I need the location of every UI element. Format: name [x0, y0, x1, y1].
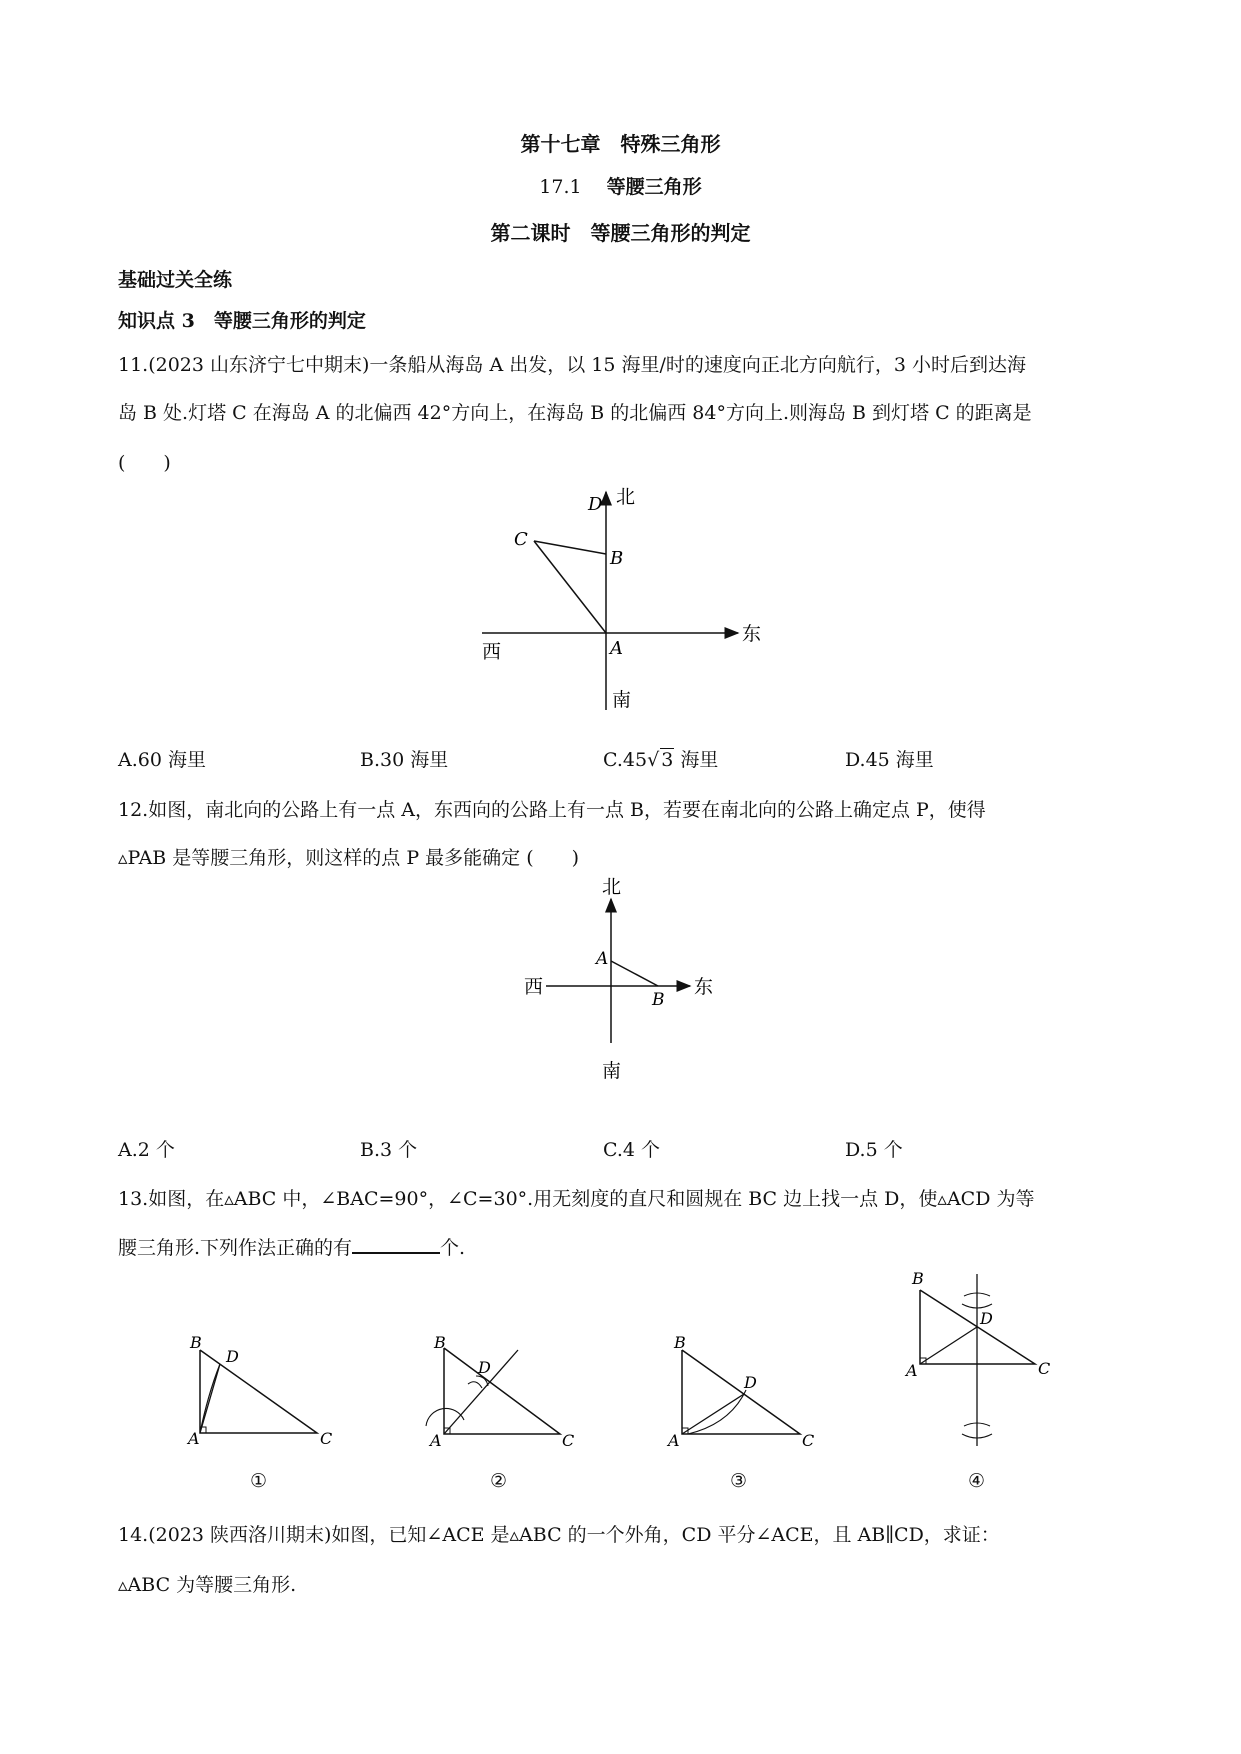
q13-fig1-point-a: A — [188, 1429, 200, 1448]
q12-option-b: B.3 个 — [360, 1139, 418, 1161]
practice-heading: 基础过关全练 — [118, 269, 233, 291]
q11-option-b: B.30 海里 — [360, 749, 449, 771]
q13-fig2-arc-3 — [476, 1376, 488, 1386]
q11-line2: 岛 B 处.灯塔 C 在海岛 A 的北偏西 42°方向上，在海岛 B 的北偏西 84°方向上.则海岛 B 到灯塔 C 的距离是 — [118, 402, 1032, 424]
section-number: 17.1 — [539, 176, 582, 198]
q13-fig1-point-b: B — [190, 1333, 202, 1352]
q11-north-label: 北 — [616, 486, 636, 508]
q13-figure-1 — [180, 1330, 350, 1450]
q13-line2-text: 腰三角形.下列作法正确的有 — [118, 1237, 353, 1259]
lesson-title: 第二课时 等腰三角形的判定 — [490, 221, 751, 245]
q13-fig2-point-c: C — [562, 1431, 575, 1450]
q14-line2: ▵ABC 为等腰三角形. — [118, 1574, 297, 1596]
q11-point-c: C — [514, 529, 528, 550]
q13-line2 — [118, 1233, 465, 1260]
q13-figure-2 — [420, 1330, 590, 1450]
q11-line1: 11.(2023 山东济宁七中期末)一条船从海岛 A 出发，以 15 海里/时的速度向正北方向航行，3 小时后到达海 — [118, 354, 1027, 376]
section-title: 等腰三角形 — [606, 176, 702, 198]
q11-point-a: A — [610, 638, 623, 659]
q13-caption-3: ③ — [730, 1470, 748, 1492]
q12-option-a: A.2 个 — [118, 1139, 175, 1161]
q12-segment-ab — [611, 961, 658, 986]
q13-caption-2: ② — [490, 1470, 508, 1492]
q14-line1: 14.(2023 陕西洛川期末)如图，已知∠ACE 是▵ABC 的一个外角，CD 平分∠ACE，且 AB∥CD，求证： — [118, 1524, 1000, 1546]
q13-figure-4 — [900, 1260, 1080, 1450]
knowledge-point-heading: 知识点 3 等腰三角形的判定 — [118, 310, 366, 332]
q12-east-label: 东 — [694, 976, 714, 998]
q11-option-c — [603, 745, 718, 772]
q13-fig3-triangle — [682, 1350, 800, 1434]
q11-option-c-radicand: 3 — [661, 749, 674, 771]
q13-caption-4: ④ — [968, 1470, 986, 1492]
q13-fig2-triangle — [444, 1348, 560, 1434]
q12-south-label: 南 — [602, 1060, 622, 1082]
q13-fig1-point-d: D — [226, 1347, 239, 1366]
q12-line1: 12.如图，南北向的公路上有一点 A，东西向的公路上有一点 B，若要在南北向的公路上确定点 P，使得 — [118, 799, 986, 821]
sqrt-symbol: √ 3 — [647, 749, 674, 771]
q13-fig3-point-b: B — [674, 1333, 686, 1352]
q13-answer-blank — [352, 1236, 440, 1254]
q11-segment-cb — [534, 541, 606, 554]
q11-figure — [470, 480, 770, 710]
q13-line1: 13.如图，在▵ABC 中，∠BAC=90°，∠C=30°.用无刻度的直尺和圆规在 BC 边上找一点 D，使▵ACD 为等 — [118, 1188, 1035, 1210]
q13-caption-1: ① — [250, 1470, 268, 1492]
q11-option-c-prefix: C.45 — [603, 749, 648, 771]
q12-line2: ▵PAB 是等腰三角形，则这样的点 P 最多能确定 ( ) — [118, 847, 580, 869]
q11-option-d: D.45 海里 — [845, 749, 934, 771]
q13-fig2-point-a: A — [430, 1431, 442, 1450]
q12-option-d: D.5 个 — [845, 1139, 903, 1161]
q12-point-b: B — [652, 990, 665, 1010]
q11-option-a: A.60 海里 — [118, 749, 206, 771]
q12-option-c: C.4 个 — [603, 1139, 661, 1161]
q13-fig3-segment-ad — [682, 1394, 744, 1434]
chapter-title: 第十七章 特殊三角形 — [520, 132, 721, 156]
q13-fig3-point-d: D — [744, 1373, 757, 1392]
q11-west-label: 西 — [482, 641, 502, 663]
q11-point-d: D — [588, 494, 603, 515]
q11-answer-paren: ( ) — [118, 452, 171, 474]
q12-north-label: 北 — [602, 876, 622, 898]
q13-fig1-triangle — [200, 1350, 317, 1433]
q13-fig4-point-c: C — [1038, 1359, 1051, 1378]
q11-option-c-suffix: 海里 — [674, 749, 719, 771]
q13-line2-end: 个. — [440, 1237, 466, 1259]
q11-point-b: B — [610, 548, 624, 569]
q11-east-label: 东 — [742, 623, 762, 645]
q13-fig1-segment-ad — [200, 1364, 220, 1433]
section-heading — [0, 172, 1241, 199]
q13-fig4-point-a: A — [906, 1361, 918, 1380]
q12-west-label: 西 — [524, 976, 544, 998]
q13-fig3-point-c: C — [802, 1431, 815, 1450]
q13-fig2-arc-2 — [468, 1382, 482, 1388]
q13-fig1-point-c: C — [320, 1429, 333, 1448]
q11-south-label: 南 — [612, 689, 632, 710]
q12-point-a: A — [596, 949, 609, 969]
q13-fig2-point-b: B — [434, 1333, 446, 1352]
q13-figure-3 — [660, 1330, 830, 1450]
q13-fig3-point-a: A — [668, 1431, 680, 1450]
q11-segment-ca — [534, 541, 606, 633]
q13-fig4-point-b: B — [912, 1269, 924, 1288]
q12-figure — [520, 875, 730, 1085]
q13-fig4-segment-ad — [920, 1327, 977, 1364]
q13-fig4-point-d: D — [980, 1309, 993, 1328]
q13-fig2-point-d: D — [478, 1358, 491, 1377]
